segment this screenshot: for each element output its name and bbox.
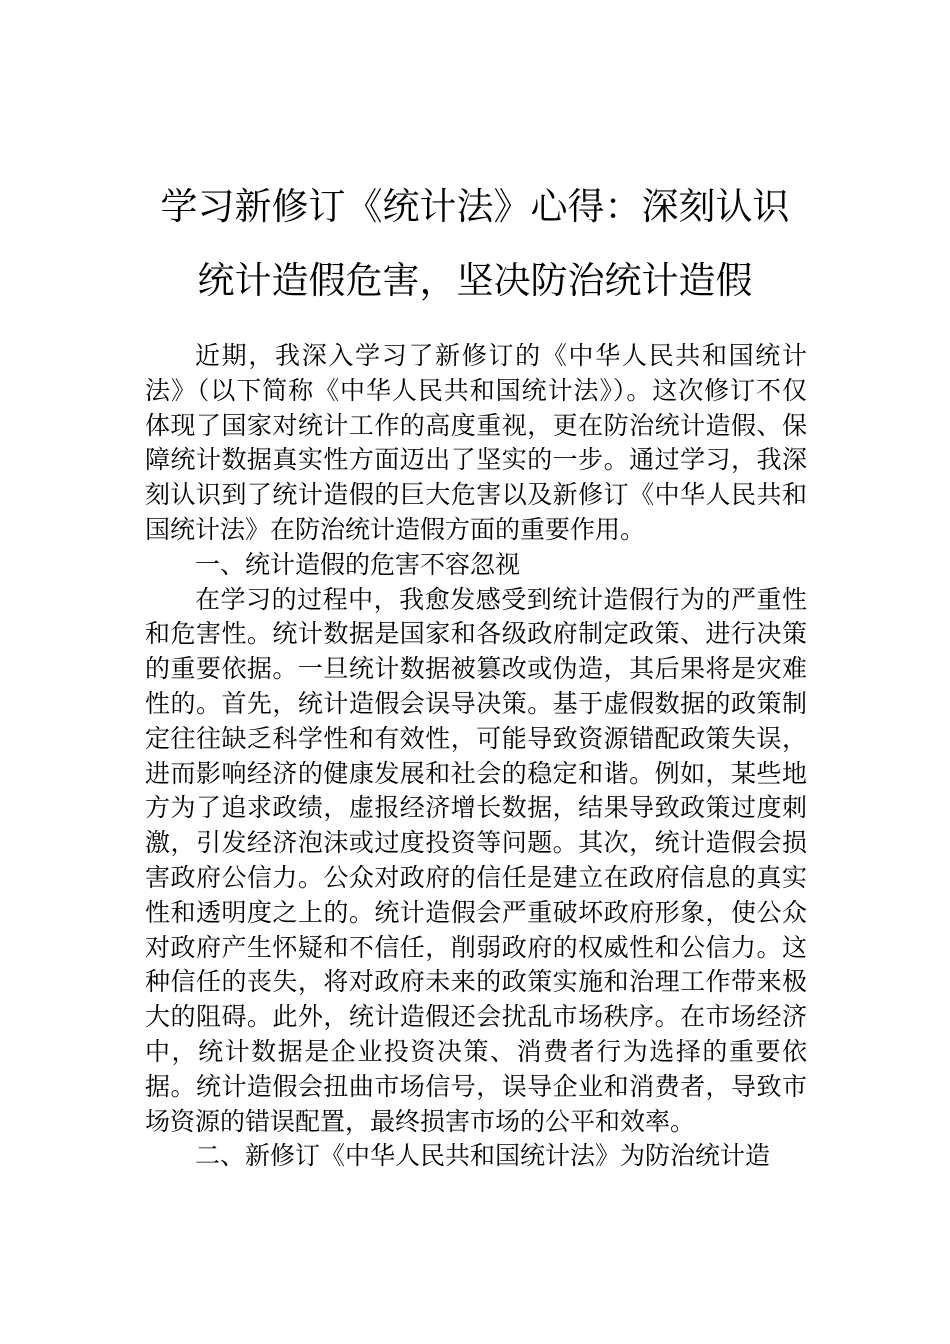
section-1-paragraph: 在学习的过程中，我愈发感受到统计造假行为的严重性和危害性。统计数据是国家和各级政府制定政策、进行决策的重要依据。一旦统计数据被篡改或伪造，其后果将是灾难性的。首先，统计造假会误导决策。基于虚假数据的政策制定往往缺乏科学性和有效性，可能导致资源错配政策失误，进而影响经济的健康发展和社会的稳定和谐。例如，某些地方为了追求政绩，虚报经济增长数据，结果导致政策过度刺激，引发经济泡沫或过度投资等问题。其次，统计造假会损害政府公信力。公众对政府的信任是建立在政府信息的真实性和透明度之上的。统计造假会严重破坏政府形象，使公众对政府产生怀疑和不信任，削弱政府的权威性和公信力。这种信任的丧失，将对政府未来的政策实施和治理工作带来极大的阻碍。此外，统计造假还会扰乱市场秩序。在市场经济中，统计数据是企业投资决策、消费者行为选择的重要依据。统计造假会扭曲市场信号，误导企业和消费者，导致市场资源的错误配置，最终损害市场的公平和效率。 (145, 584, 807, 1136)
intro-paragraph: 近期，我深入学习了新修订的《中华人民共和国统计法》（以下简称《中华人民共和国统计法》）。这次修订不仅体现了国家对统计工作的高度重视，更在防治统计造假、保障统计数据真实性方面迈出了坚实的一步。通过学习，我深刻认识到了统计造假的巨大危害以及新修订《中华人民共和国统计法》在防治统计造假方面的重要作用。 (145, 341, 807, 544)
section-heading-2: 二、新修订《中华人民共和国统计法》为防治统计造 (195, 1141, 771, 1171)
document-title: 学习新修订《统计法》心得：深刻认识统计造假危害，坚决防治统计造假 (160, 185, 790, 302)
document-body (145, 339, 807, 1174)
section-heading-1: 一、统计造假的危害不容忽视 (195, 549, 521, 579)
